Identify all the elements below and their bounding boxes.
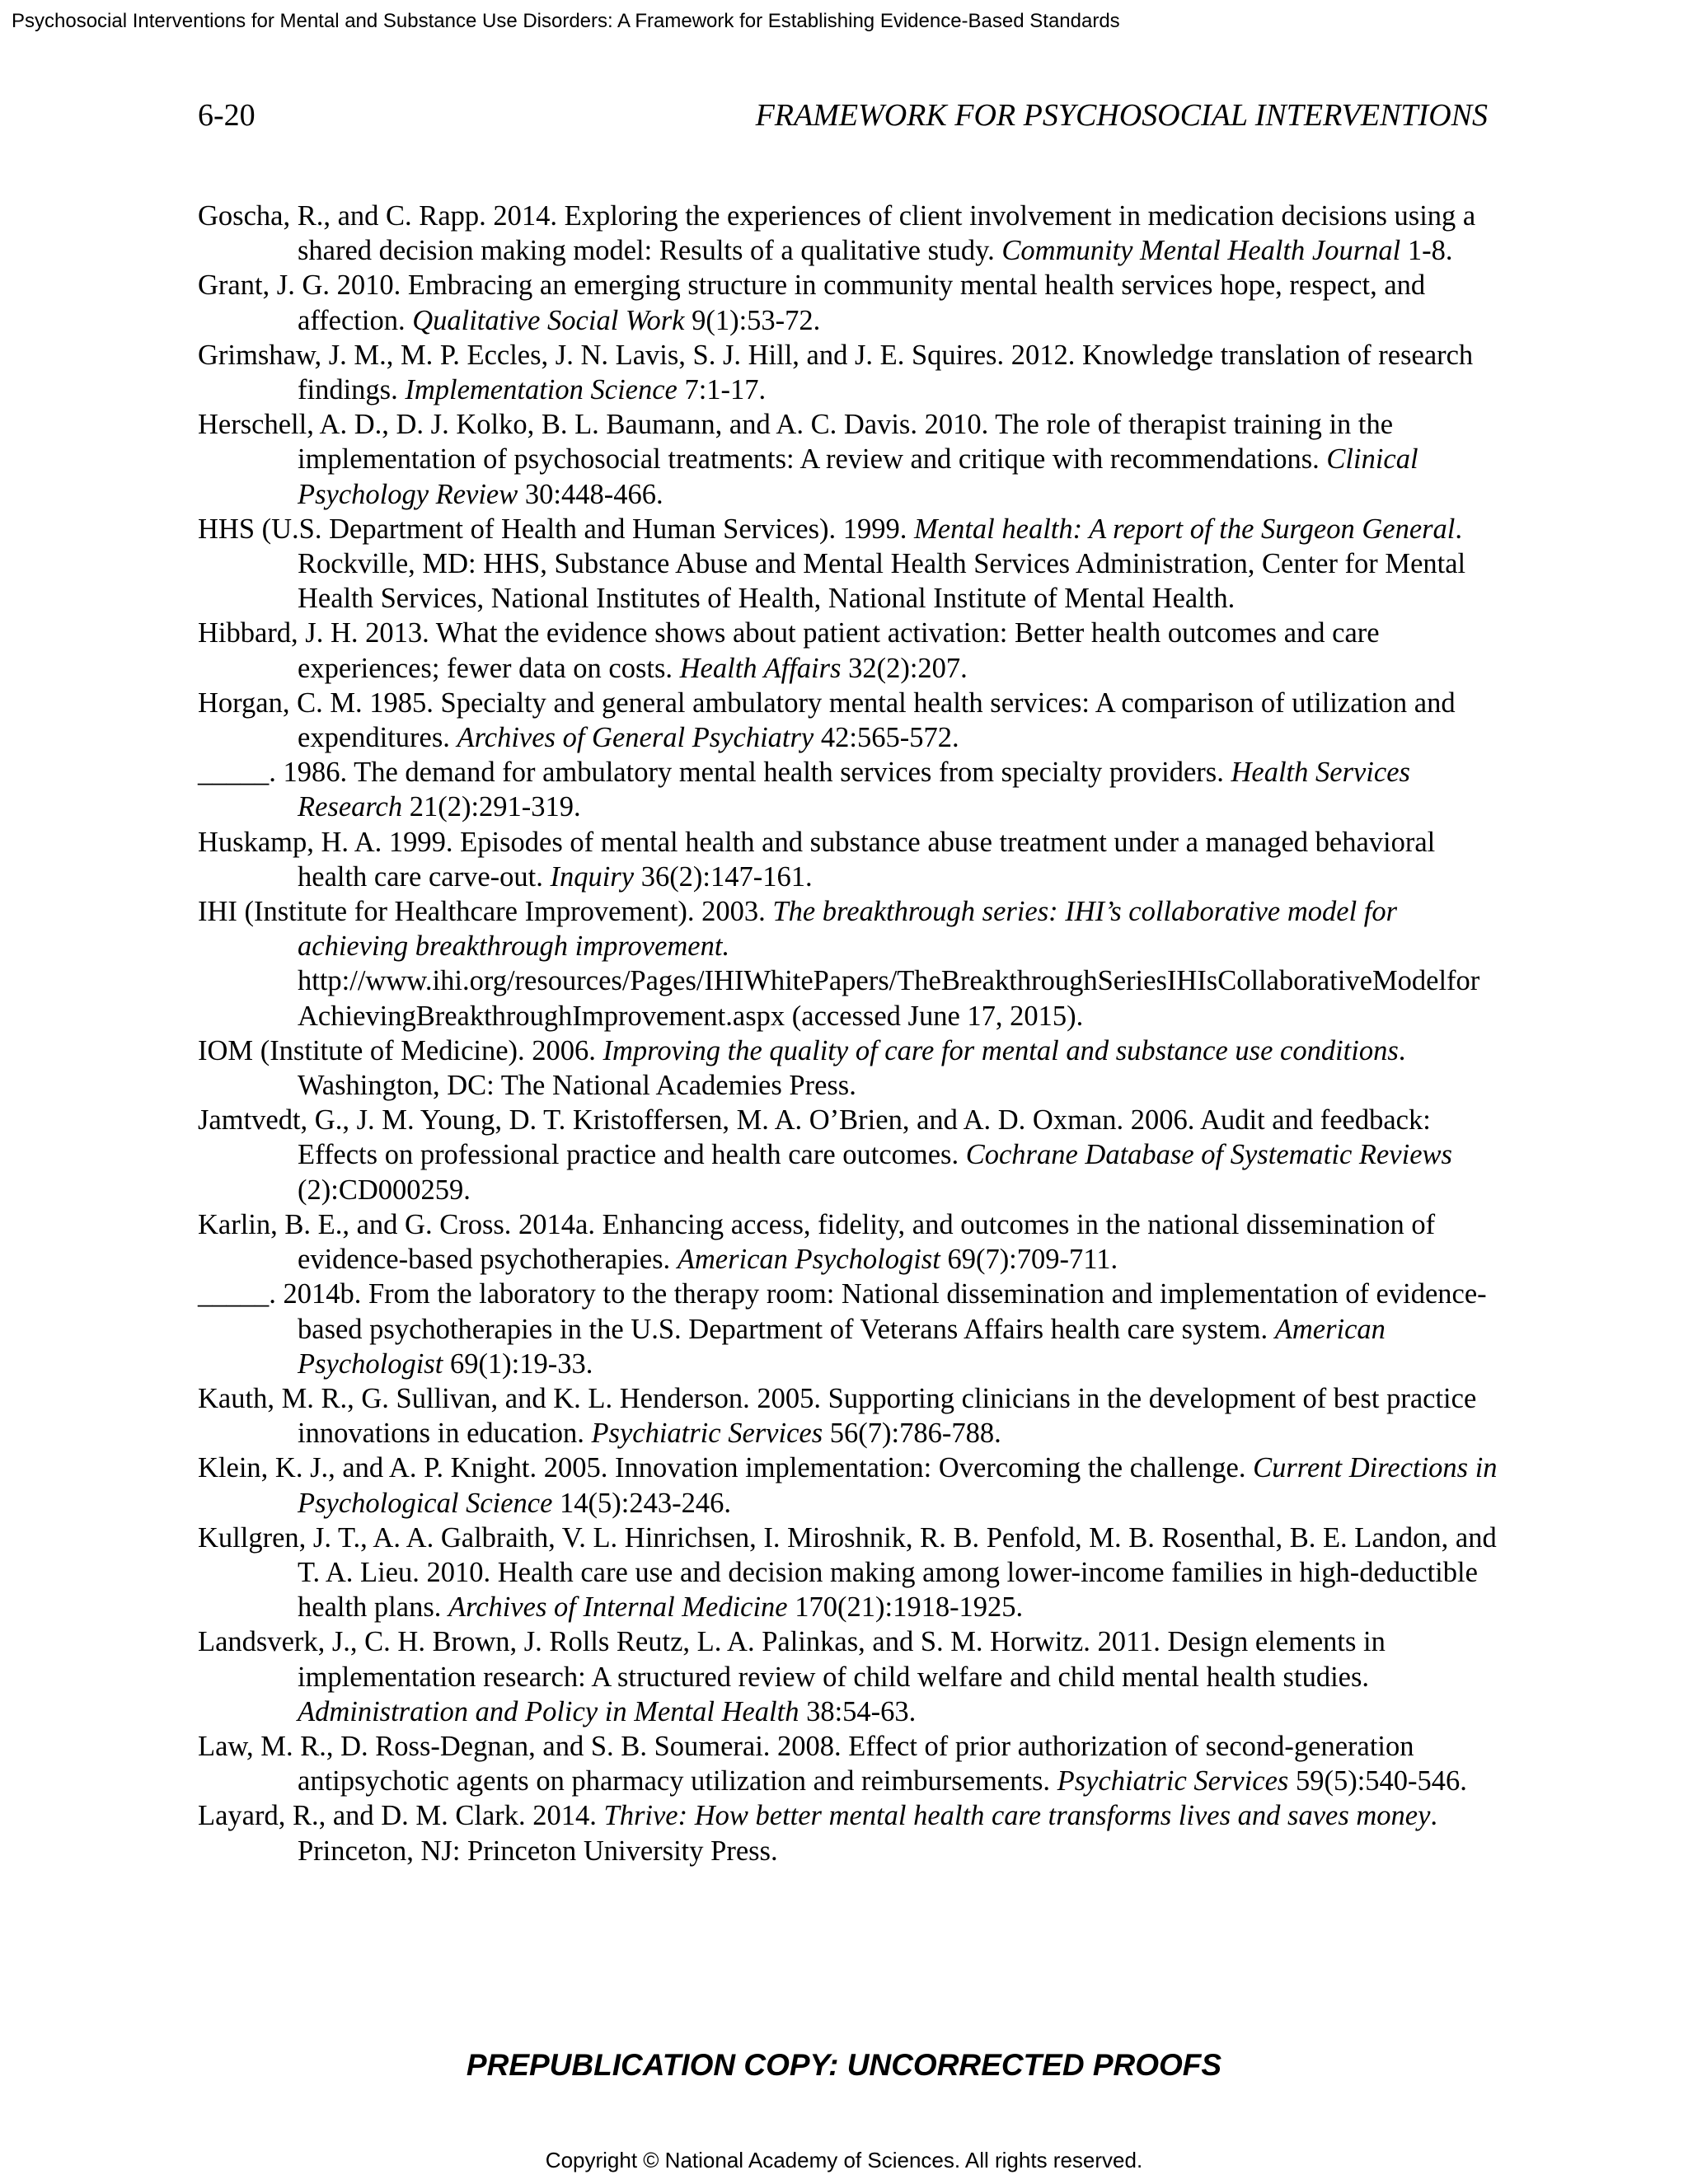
reference-entry: HHS (U.S. Department of Health and Human Services). 1999. Mental health: A report of the Surgeon General. Rockville, MD: HHS, Substance Abuse and Mental Health Services Administration, Center for Mental Health Services, National Institutes of Health, National Institute of Mental Health. (198, 513, 1466, 615)
reference-entry: Karlin, B. E., and G. Cross. 2014a. Enhancing access, fidelity, and outcomes in the national dissemination of evidence-based psychotherapies. American Psychologist 69(7):709-711. (198, 1208, 1436, 1276)
reference-entry: Huskamp, H. A. 1999. Episodes of mental health and substance abuse treatment under a managed behavioral health care carve-out. Inquiry 36(2):147-161. (198, 826, 1436, 893)
reference-entry: Kauth, M. R., G. Sullivan, and K. L. Henderson. 2005. Supporting clinicians in the development of best practice innovations in education. Psychiatric Services 56(7):786-788. (198, 1382, 1477, 1450)
reference-entry: Klein, K. J., and A. P. Knight. 2005. Innovation implementation: Overcoming the challenge. Current Directions in Psychological Science 14(5):243-246. (198, 1452, 1498, 1519)
prepublication-notice: PREPUBLICATION COPY: UNCORRECTED PROOFS (466, 2048, 1222, 2082)
page-header (198, 97, 1488, 138)
page-number: 6-20 (198, 98, 256, 133)
reference-entry: Layard, R., and D. M. Clark. 2014. Thrive: How better mental health care transforms lives and saves money. Princeton, NJ: Princeton University Press. (198, 1800, 1438, 1867)
copyright-notice: Copyright © National Academy of Sciences. All rights reserved. (545, 2148, 1143, 2172)
reference-entry: Grimshaw, J. M., M. P. Eccles, J. N. Lavis, S. J. Hill, and J. E. Squires. 2012. Knowledge translation of research findings. Implementation Science 7:1-17. (198, 339, 1474, 406)
reference-entry: Landsverk, J., C. H. Brown, J. Rolls Reutz, L. A. Palinkas, and S. M. Horwitz. 2011. Design elements in implementation research: A structured review of child welfare and child mental health studies. Administration and Policy in Mental Health 38:54-63. (198, 1626, 1386, 1727)
reference-entry: Goscha, R., and C. Rapp. 2014. Exploring the experiences of client involvement in medication decisions using a shared decision making model: Results of a qualitative study. Community Mental Health Journal 1-8. (198, 200, 1476, 267)
reference-entry: Law, M. R., D. Ross-Degnan, and S. B. Soumerai. 2008. Effect of prior authorization of second-generation antipsychotic agents on pharmacy utilization and reimbursements. Psychiatric Services 59(5):540-546. (198, 1730, 1467, 1797)
reference-entry: Kullgren, J. T., A. A. Galbraith, V. L. Hinrichsen, I. Miroshnik, R. B. Penfold, M. B. Rosenthal, B. E. Landon, and T. A. Lieu. 2010. Health care use and decision making among lower-income families in high-deductible health plans. Archives of Internal Medicine 170(21):1918-1925. (198, 1521, 1497, 1624)
reference-entry: Jamtvedt, G., J. M. Young, D. T. Kristoffersen, M. A. O’Brien, and A. D. Oxman. 2006. Audit and feedback: Effects on professional practice and health care outcomes. Cochrane Database of Systematic Reviews (2):CD000259. (198, 1104, 1452, 1206)
document-banner: Psychosocial Interventions for Mental and Substance Use Disorders: A Framework for Establishing Evidence-Based Standards (12, 10, 1120, 32)
reference-entry: IOM (Institute of Medicine). 2006. Improving the quality of care for mental and substance use conditions. Washington, DC: The National Academies Press. (198, 1034, 1406, 1102)
reference-entry: Hibbard, J. H. 2013. What the evidence shows about patient activation: Better health outcomes and care experiences; fewer data on costs. Health Affairs 32(2):207. (198, 617, 1380, 684)
reference-list (198, 199, 1500, 1868)
running-title: FRAMEWORK FOR PSYCHOSOCIAL INTERVENTIONS (755, 98, 1488, 133)
reference-entry: _____. 1986. The demand for ambulatory mental health services from specialty providers. Health Services Research 21(2):291-319. (198, 757, 1410, 823)
reference-entry: Grant, J. G. 2010. Embracing an emerging structure in community mental health services hope, respect, and affection. Qualitative Social Work 9(1):53-72. (198, 269, 1426, 336)
reference-url[interactable]: http://www.ihi.org/resources/Pages/IHIWhitePapers/TheBreakthroughSeriesIHIsCollaborativeModelforAchievingBreakthroughImprovement.aspx (298, 965, 1480, 1032)
reference-entry: IHI (Institute for Healthcare Improvement). 2003. The breakthrough series: IHI’s collaborative model for achieving breakthrough improvement. http://www.ihi.org/resources/Pages/IHIWhitePapers/TheBreakthroughSeriesIHIsCollaborativeModelforAchievingBreakthroughImprovement.aspx (accessed June 17, 2015). (198, 896, 1480, 1032)
reference-entry: Herschell, A. D., D. J. Kolko, B. L. Baumann, and A. C. Davis. 2010. The role of therapist training in the implementation of psychosocial treatments: A review and critique with recommendations. Clinical Psychology Review 30:448-466. (198, 409, 1418, 510)
reference-entry: Horgan, C. M. 1985. Specialty and general ambulatory mental health services: A comparison of utilization and expenditures. Archives of General Psychiatry 42:565-572. (198, 687, 1456, 754)
reference-entry: _____. 2014b. From the laboratory to the therapy room: National dissemination and implementation of evidence-based psychotherapies in the U.S. Department of Veterans Affairs health care system. American Psychologist 69(1):19-33. (198, 1278, 1487, 1380)
